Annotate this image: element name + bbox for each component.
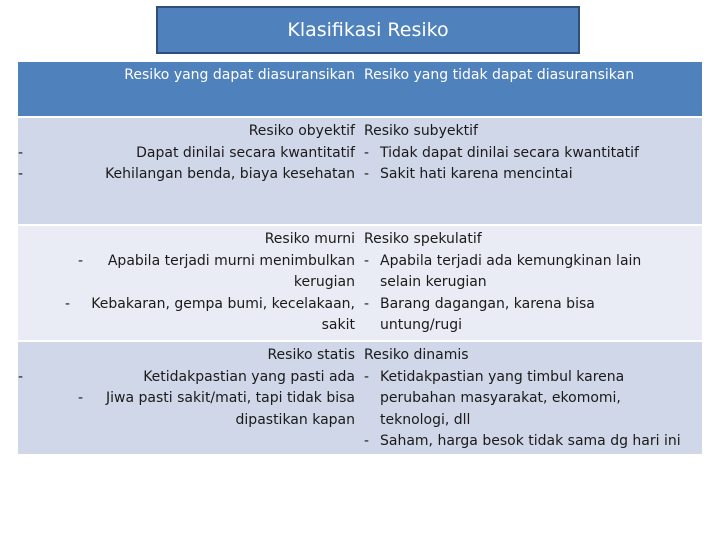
objective-risk-cell [18, 121, 359, 224]
cell-title: Resiko dinamis [364, 347, 469, 363]
subjective-risk-cell [359, 121, 702, 224]
dynamic-risk-cell [359, 345, 702, 454]
header-uninsurable: Resiko yang tidak dapat diasuransikan [364, 67, 635, 83]
table-header-row [18, 62, 702, 118]
table-row [18, 226, 702, 342]
classification-table [18, 62, 702, 456]
list-item: - Kebakaran, gempa bumi, kecelakaan, sakit [64, 295, 355, 333]
list-item: - Barang dagangan, karena bisa untung/rugi [364, 295, 595, 333]
speculative-risk-cell [359, 229, 702, 340]
header-insurable: Resiko yang dapat diasuransikan [124, 67, 355, 83]
cell-title: Resiko obyektif [248, 123, 355, 139]
list-item: - Apabila terjadi murni menimbulkan kerugian [77, 252, 355, 290]
list-item: - Tidak dapat dinilai secara kwantitatif [364, 144, 639, 161]
list-item: - Kehilangan benda, biaya kesehatan [18, 166, 355, 182]
list-item: - Sakit hati karena mencintai [364, 166, 573, 182]
slide-title: Klasifikasi Resiko [287, 19, 449, 41]
list-item: - Saham, harga besok tidak sama dg hari ini [364, 433, 681, 449]
list-item: - Apabila terjadi ada kemungkinan lain selain kerugian [364, 252, 642, 290]
cell-title: Resiko statis [267, 347, 355, 363]
cell-title: Resiko subyektif [364, 123, 478, 139]
list-item: - Jiwa pasti sakit/mati, tapi tidak bisa dipastikan kapan [77, 390, 355, 428]
slide-title-box [156, 6, 580, 54]
list-item: - Dapat dinilai secara kwantitatif [18, 144, 355, 161]
list-item: - Ketidakpastian yang timbul karena perubahan masyarakat, ekomomi, teknologi, dll [364, 368, 625, 428]
pure-risk-cell [18, 229, 359, 340]
table-row [18, 118, 702, 226]
static-risk-cell [18, 345, 359, 454]
cell-title: Resiko spekulatif [364, 231, 482, 247]
table-row [18, 342, 702, 456]
cell-title: Resiko murni [264, 231, 355, 247]
list-item: - Ketidakpastian yang pasti ada [18, 368, 355, 385]
